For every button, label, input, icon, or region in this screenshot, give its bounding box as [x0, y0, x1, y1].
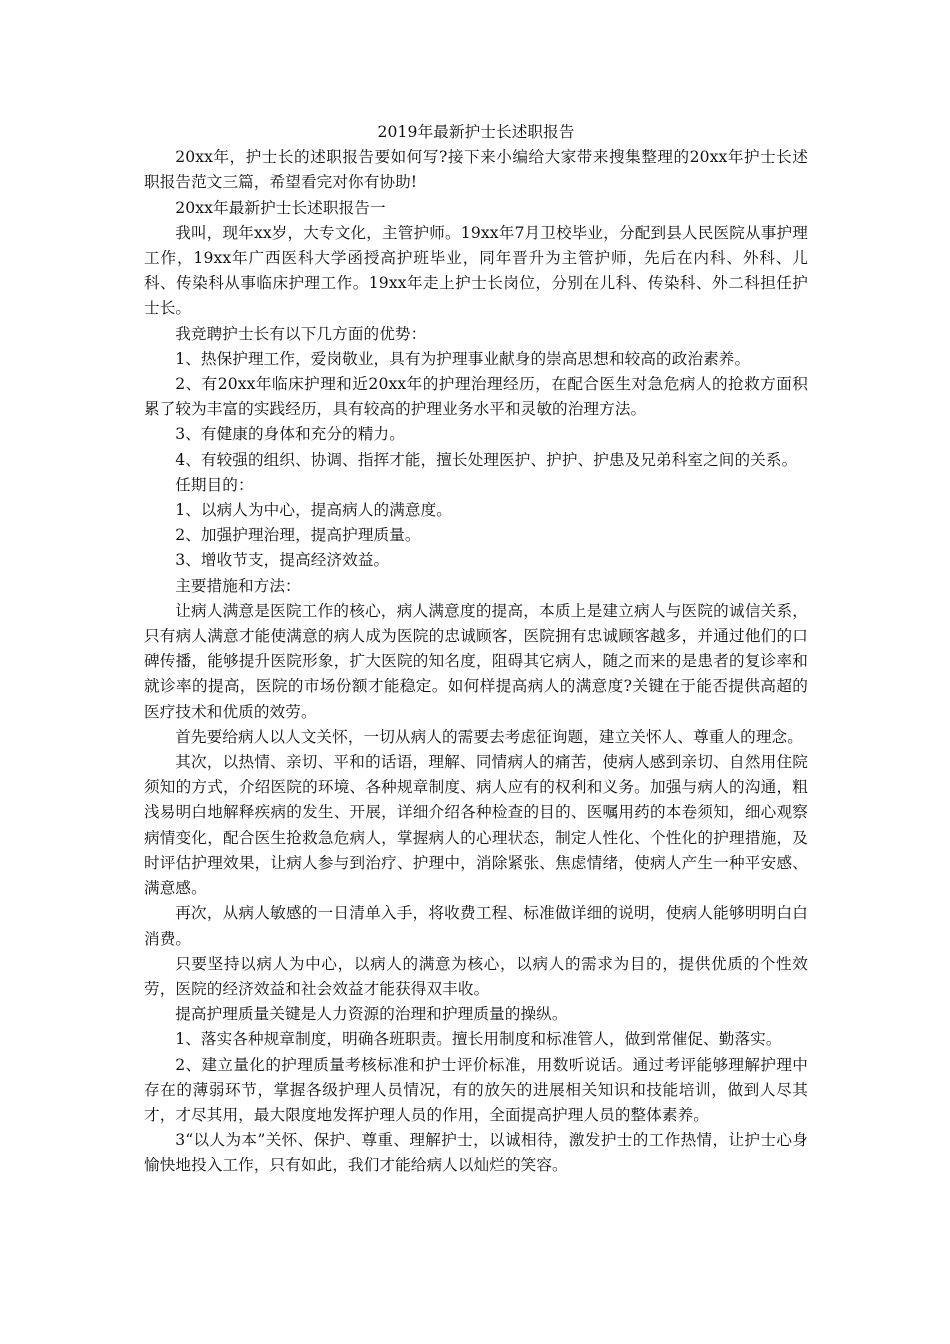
paragraph-advantage-1: 1、热保护理工作，爱岗敬业，具有为护理事业献身的崇高思想和较高的政治素养。	[175, 349, 751, 368]
paragraph-intro: 20xx年，护士长的述职报告要如何写?接下来小编给大家带来搜集整理的20xx年护士长述职报告范文三篇，希望看完对你有协助!	[144, 148, 808, 192]
document-body	[144, 120, 808, 1179]
paragraph-advantages-heading: 我竞聘护士长有以下几方面的优势：	[175, 324, 427, 343]
paragraph-quality-heading: 提高护理质量关键是人力资源的治理和护理质量的操纵。	[175, 1005, 568, 1024]
paragraph-advantage-3: 3、有健康的身体和充分的精力。	[175, 425, 405, 444]
paragraph-goal-2: 2、加强护理治理，提高护理质量。	[175, 526, 421, 545]
paragraph-communication: 其次，以热情、亲切、平和的话语，理解、同情病人的痛苦，使病人感到亲切、自然用住院须知的方式，介绍医院的环境、各种规章制度、病人应有的权利和义务。加强与病人的沟通，粗浅易明白地解释疾病的发生、开展，详细介绍各种检查的目的、医嘱用药的本卷须知，细心观察病情变化，配合医生抢救急危病人，掌握病人的心理状态，制定人性化、个性化的护理措施，及时评估护理效果，让病人参与到治疗、护理中，消除紧张、焦虑情绪，使病人产生一种平安感、满意感。	[144, 753, 808, 898]
paragraph-billing-transparency: 再次，从病人敏感的一日清单入手，将收费工程、标准做详细的说明，使病人能够明明白白消费。	[144, 904, 808, 948]
paragraph-patient-centered: 只要坚持以病人为中心，以病人的满意为核心，以病人的需求为目的，提供优质的个性效劳，医院的经济效益和社会效益才能获得双丰收。	[144, 954, 808, 998]
paragraph-goals-heading: 任期目的：	[175, 475, 254, 494]
paragraph-goal-1: 1、以病人为中心，提高病人的满意度。	[175, 501, 453, 520]
paragraph-quality-1: 1、落实各种规章制度，明确各班职责。擅长用制度和标准管人，做到常催促、勤落实。	[175, 1030, 782, 1049]
paragraph-measures-heading: 主要措施和方法：	[175, 576, 301, 595]
paragraph-patient-satisfaction: 让病人满意是医院工作的核心，病人满意度的提高，本质上是建立病人与医院的诚信关系，只有病人满意才能使满意的病人成为医院的忠诚顾客，医院拥有忠诚顾客越多，并通过他们的口碑传播，能够提升医院形象，扩大医院的知名度，阻碍其它病人，随之而来的是患者的复诊率和就诊率的提高，医院的市场份额才能稳定。如何样提高病人的满意度?关键在于能否提供高超的医疗技术和优质的效劳。	[144, 601, 808, 721]
paragraph-quality-3: 3“以人为本”关怀、保护、尊重、理解护士，以诚相待，激发护士的工作热情，让护士心身愉快地投入工作，只有如此，我们才能给病人以灿烂的笑容。	[144, 1131, 808, 1175]
paragraph-humanistic-care: 首先要给病人以人文关怀，一切从病人的需要去考虑征询题，建立关怀人、尊重人的理念。	[175, 727, 803, 746]
paragraph-section-heading: 20xx年最新护士长述职报告一	[175, 198, 386, 217]
paragraph-advantage-2: 2、有20xx年临床护理和近20xx年的护理治理经历，在配合医生对急危病人的抢救方面积累了较为丰富的实践经历，具有较高的护理业务水平和灵敏的治理方法。	[144, 375, 808, 419]
paragraph-advantage-4: 4、有较强的组织、协调、指挥才能，擅长处理医护、护护、护患及兄弟科室之间的关系。	[175, 450, 798, 469]
paragraph-goal-3: 3、增收节支，提高经济效益。	[175, 551, 390, 570]
paragraph-quality-2: 2、建立量化的护理质量考核标准和护士评价标准，用数听说话。通过考评能够理解护理中存在的薄弱环节，掌握各级护理人员情况，有的放矢的进展相关知识和技能培训，做到人尽其才，才尽其用，最大限度地发挥护理人员的作用，全面提高护理人员的整体素养。	[144, 1055, 808, 1124]
paragraph-self-introduction: 我叫，现年xx岁，大专文化，主管护师。19xx年7月卫校毕业，分配到县人民医院从事护理工作，19xx年广西医科大学函授高护班毕业，同年晋升为主管护师，先后在内科、外科、儿科、传染科从事临床护理工作。19xx年走上护士长岗位，分别在儿科、传染科、外二科担任护士长。	[144, 223, 808, 318]
document-title: 2019年最新护士长述职报告	[377, 123, 575, 141]
